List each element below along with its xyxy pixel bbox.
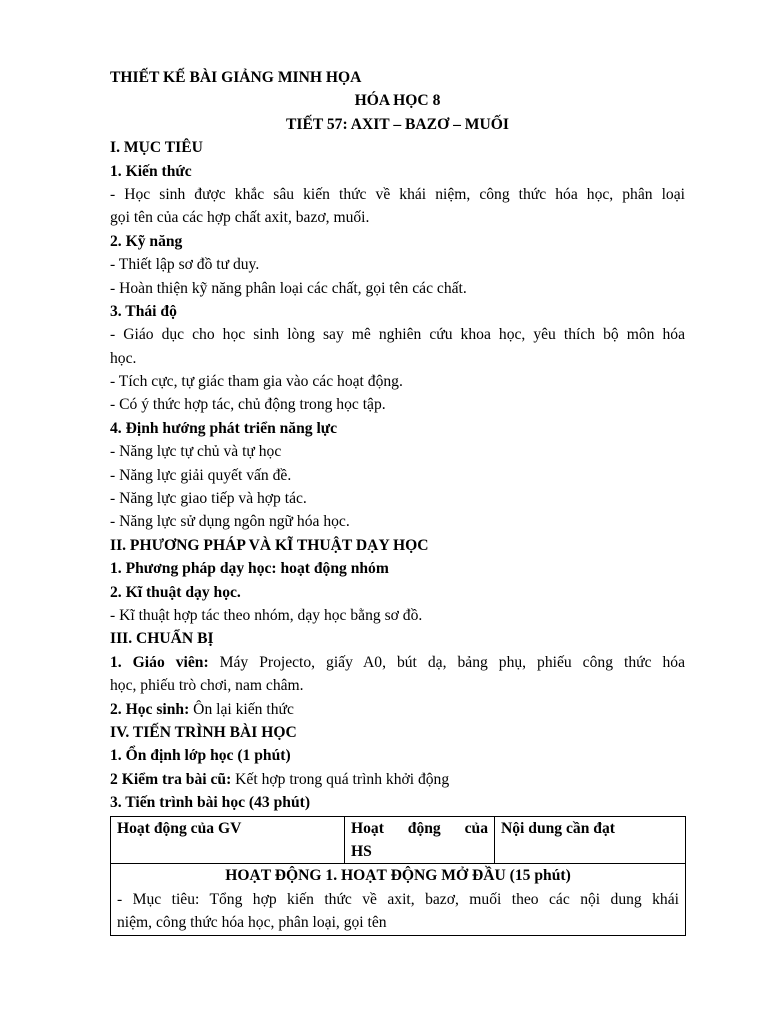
table-row: [111, 864, 686, 935]
section-heading-methods: II. PHƯƠNG PHÁP VÀ KĨ THUẬT DẠY HỌC: [110, 536, 429, 554]
subheading-method: 1. Phương pháp dạy học: hoạt động nhóm: [110, 560, 389, 578]
subheading-skills: 2. Kỹ năng: [110, 232, 183, 250]
doc-title: THIẾT KẾ BÀI GIẢNG MINH HỌA: [110, 69, 362, 86]
table-header-row: [111, 816, 686, 864]
activity-title: HOẠT ĐỘNG 1. HOẠT ĐỘNG MỞ ĐẦU (15 phút): [225, 867, 571, 885]
col-header-student-line-1: Hoạt động của: [351, 819, 488, 837]
process-item-1: 1. Ổn định lớp học (1 phút): [110, 747, 291, 765]
subheading-competency: 4. Định hướng phát triển năng lực: [110, 419, 338, 437]
section-heading-process: IV. TIẾN TRÌNH BÀI HỌC: [110, 723, 297, 741]
activity-goal-line-2: niệm, công thức hóa học, phân loại, gọi tên: [117, 914, 387, 932]
teacher-prep-label: 1. Giáo viên:: [110, 653, 209, 671]
process-item-2-text: Kết hợp trong quá trình khởi động: [231, 770, 450, 788]
competency-line-1: - Năng lực tự chủ và tự học: [110, 443, 282, 461]
subheading-knowledge: 1. Kiến thức: [110, 162, 192, 180]
section-heading-preparation: III. CHUẨN BỊ: [110, 630, 214, 648]
lesson-title: TIẾT 57: AXIT – BAZƠ – MUỐI: [286, 115, 509, 133]
knowledge-line-2: gọi tên của các hợp chất axit, bazơ, muối.: [110, 209, 370, 227]
process-item-2-label: 2 Kiểm tra bài cũ:: [110, 770, 232, 788]
teacher-prep-line-1: [110, 651, 685, 674]
lesson-plan-table: [110, 816, 686, 936]
attitude-line-1: - Giáo dục cho học sinh lòng say mê nghiên cứu khoa học, yêu thích bộ môn hóa: [110, 326, 685, 344]
col-header-student-line-2: HS: [351, 842, 372, 860]
student-prep-label: 2. Học sinh:: [110, 700, 190, 718]
student-prep-text: Ôn lại kiến thức: [189, 700, 294, 718]
subheading-technique: 2. Kĩ thuật dạy học.: [110, 583, 241, 601]
skills-line-1: - Thiết lập sơ đồ tư duy.: [110, 256, 260, 274]
competency-line-3: - Năng lực giao tiếp và hợp tác.: [110, 490, 307, 508]
technique-line-1: - Kĩ thuật hợp tác theo nhóm, dạy học bằng sơ đồ.: [110, 606, 423, 624]
skills-line-2: - Hoàn thiện kỹ năng phân loại các chất, gọi tên các chất.: [110, 279, 467, 297]
attitude-line-4: - Có ý thức hợp tác, chủ động trong học tập.: [110, 396, 386, 414]
subject-title: HÓA HỌC 8: [354, 92, 441, 110]
activity-goal-line-1: - Mục tiêu: Tổng hợp kiến thức về axit, bazơ, muối theo các nội dung khái: [117, 890, 679, 908]
col-header-teacher: Hoạt động của GV: [111, 816, 345, 864]
activity-cell: [111, 864, 686, 935]
attitude-line-3: - Tích cực, tự giác tham gia vào các hoạt động.: [110, 373, 403, 391]
process-item-3: 3. Tiến trình bài học (43 phút): [110, 794, 311, 812]
section-heading-objectives: I. MỤC TIÊU: [110, 139, 203, 157]
competency-line-4: - Năng lực sử dụng ngôn ngữ hóa học.: [110, 513, 350, 531]
col-header-student: [345, 816, 495, 864]
attitude-line-2: học.: [110, 349, 137, 367]
teacher-prep-text: Máy Projecto, giấy A0, bút dạ, bảng phụ, phiếu công thức hóa: [208, 653, 685, 671]
teacher-prep-line-2: học, phiếu trò chơi, nam châm.: [110, 677, 304, 695]
competency-line-2: - Năng lực giải quyết vấn đề.: [110, 466, 292, 484]
col-header-content: Nội dung cần đạt: [495, 816, 686, 864]
subheading-attitude: 3. Thái độ: [110, 302, 177, 320]
student-prep-line: [110, 698, 685, 721]
document-page: [110, 66, 685, 936]
process-item-2: [110, 768, 685, 791]
knowledge-line-1: - Học sinh được khắc sâu kiến thức về khái niệm, công thức hóa học, phân loại: [110, 185, 685, 203]
